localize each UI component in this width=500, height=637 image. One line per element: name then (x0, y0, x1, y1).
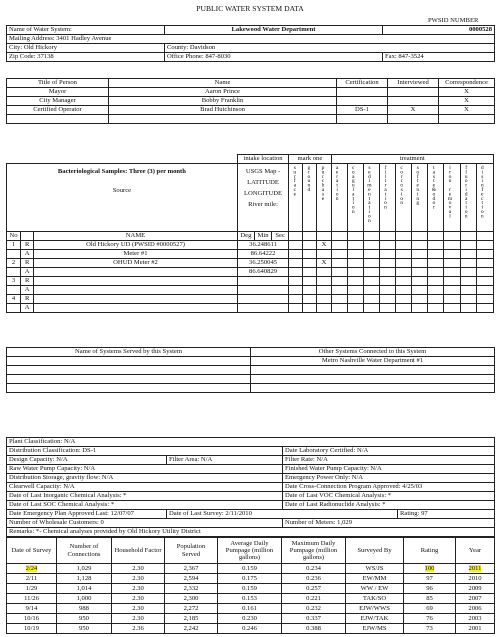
source-label: Source (112, 187, 132, 195)
contacts-header: Correspondence (439, 79, 495, 88)
plant-info-table (6, 437, 495, 537)
filter-rate: Filter Rate: N/A (283, 456, 495, 465)
systems-served-header: Name of Systems Served by this System (7, 348, 251, 357)
last-voc-analysis: Date of Last VOC Chemical Analysis: * (283, 492, 495, 501)
contact-row: Certified Operator Brad Hutchinson DS-1 X X (7, 106, 495, 115)
contacts-header: Interviewed (388, 79, 439, 88)
treat-col: iron removal (447, 165, 454, 218)
bacteriological-samples: Bacteriological Samples: Three (3) per month (57, 168, 186, 175)
usgs-map-label: USGS Map - (245, 168, 281, 175)
longitude-label: LONGITUDE (243, 189, 283, 197)
col-deg: Deg (237, 232, 254, 241)
rating: Rating: 97 (398, 510, 495, 519)
system-info-table (6, 25, 495, 62)
source-row: A (7, 286, 494, 295)
plant-classification: Plant Classification: N/A (7, 438, 495, 447)
contacts-header: Certification (337, 79, 388, 88)
contact-row (7, 115, 495, 124)
system-name-label: Name of Water System: (7, 26, 165, 35)
filter-area: Filter Area: N/A (167, 456, 283, 465)
contacts-header: Title of Person (7, 79, 109, 88)
treat-col: filtration (382, 165, 389, 210)
survey-row: 11/26 1,000 2.30 2,300 0.153 0.221 TAK/SO 85 2007 (7, 594, 495, 604)
design-capacity: Design Capacity: N/A (7, 456, 167, 465)
clearwell-capacity: Clearwell Capacity: N/A (7, 483, 283, 492)
distribution-classification: Distribution Classification: DS-1 (7, 447, 283, 456)
source-row: 4 R (7, 295, 494, 304)
survey-row: 9/14 988 2.30 2,272 0.161 0.232 EJW/WWS 69 2006 (7, 604, 495, 614)
last-soc-analysis: Date of Last SOC Chemical Analysis: * (7, 501, 283, 510)
col-min: Min (254, 232, 271, 241)
other-systems-header: Other Systems Connected to this System (251, 348, 495, 357)
contacts-header: Name (109, 79, 337, 88)
system-name-value: Lakewood Water Department (165, 26, 383, 35)
fax: Fax: 847-3524 (383, 53, 495, 62)
mark-one-header: mark one (289, 155, 331, 164)
sources-table (6, 154, 494, 313)
zip-code: Zip Code: 37138 (7, 53, 165, 62)
treatment-header: treatment (331, 155, 493, 164)
pwsid-value: 0000528 (383, 26, 495, 35)
finished-pump-capacity: Finished Water Pump Capacity: N/A (283, 465, 495, 474)
survey-row: 10/19 950 2.36 2,242 0.246 0.388 EJW/MS 73 2001 (7, 624, 495, 634)
emergency-plan-date: Date Emergency Plan Approved Last: 12/07/07 (7, 510, 167, 519)
col-sec: Sec (272, 232, 289, 241)
emergency-power: Emergency Power Only: N/A (283, 474, 495, 483)
raw-pump-capacity: Raw Water Pump Capacity: N/A (7, 465, 283, 474)
highlighted-rating: 100 (424, 564, 435, 572)
treat-col: disinfection (479, 165, 486, 218)
treat-col: corrosion (398, 165, 405, 205)
pwsid-label: PWSID NUMBER (428, 17, 479, 24)
contact-row: Mayor Aaron Prince X (7, 88, 495, 97)
survey-header: Date of Survey (7, 538, 57, 564)
other-system-value: Metro Nashville Water Department #1 (251, 357, 495, 366)
cross-connection-date: Date Cross-Connection Program Approved: 4/25/03 (283, 483, 495, 492)
source-row: 1 R Old Hickory UD (PWSID #0000527) 36.248611 X (7, 241, 494, 250)
source-row: 3 R (7, 277, 494, 286)
survey-history-table (6, 537, 495, 634)
treat-col: taste&odor (430, 165, 437, 210)
survey-row: 10/16 950 2.30 2,185 0.230 0.337 EJW/TAK 76 2003 (7, 614, 495, 624)
mark-col-surface: surface (291, 165, 298, 196)
source-row: A Meter #1 86.64222 (7, 250, 494, 259)
survey-header: Maximum Daily Pumpage (million gallons) (282, 538, 346, 564)
source-row: 2 R OHUD Meter #2 36.250045 X (7, 259, 494, 268)
survey-row: 1/29 1,014 2.30 2,332 0.159 0.257 WW / EW 96 2009 (7, 584, 495, 594)
survey-header: Rating (404, 538, 456, 564)
office-phone: Office Phone: 847-8030 (165, 53, 383, 62)
survey-row: 2/11 1,128 2.30 2,594 0.175 0.236 EW/MM 97 2010 (7, 574, 495, 584)
treat-col: coagulation (350, 165, 357, 214)
survey-row: 2/24 1,029 2.30 2,367 0.159 0.234 WS/JS 100 2011 (7, 564, 495, 574)
city: City: Old Hickory (7, 44, 165, 53)
mark-col-purchase: purchase (320, 165, 327, 201)
survey-header: Household Factor (112, 538, 165, 564)
treat-col: softening (414, 165, 421, 205)
systems-served-table (6, 347, 495, 393)
wholesale-customers: Number of Wholesale Customers: 0 (7, 519, 283, 528)
county: County: Davidson (165, 44, 495, 53)
mark-col-ground: ground (305, 165, 312, 192)
remarks: Remarks: *- Chemical analyses provided by Old Hickory Utility District (7, 528, 495, 537)
survey-header: Surveyed By (346, 538, 404, 564)
survey-header: Number of Connections (57, 538, 112, 564)
mailing-address: Mailing Address: 3401 Hadley Avenue (7, 35, 495, 44)
survey-header: Average Daily Pumpage (million gallons) (218, 538, 282, 564)
latitude-label: LATITUDE (247, 178, 279, 186)
source-row: A (7, 304, 494, 313)
number-of-meters: Number of Meters: 1,029 (283, 519, 495, 528)
river-mile-label: River mile: (248, 200, 278, 208)
treat-col: fluoridation (463, 165, 470, 218)
source-row: A 86.640829 (7, 268, 494, 277)
highlighted-date: 2/24 (25, 564, 38, 572)
date-lab-certified: Date Laboratory Certified: N/A (283, 447, 495, 456)
contacts-table (6, 78, 495, 124)
survey-header: Year (456, 538, 495, 564)
survey-header: Population Served (165, 538, 218, 564)
col-no: No (7, 232, 21, 241)
last-survey-date: Date of Last Survey: 2/11/2010 (167, 510, 398, 519)
page-title: PUBLIC WATER SYSTEM DATA (196, 4, 304, 13)
last-radionuclide-analysis: Date of Last Radionuclide Analysis: * (283, 501, 495, 510)
distribution-storage: Distribution Storage, gravity flow: N/A (7, 474, 283, 483)
contact-row: City Manager Bobby Franklin X (7, 97, 495, 106)
treat-col: aeration (334, 165, 341, 201)
last-inorganic-analysis: Date of Last Inorganic Chemical Analysis: * (7, 492, 283, 501)
highlighted-year: 2011 (468, 564, 482, 572)
col-name: NAME (34, 232, 238, 241)
intake-location-header: intake location (237, 155, 288, 164)
treat-col: sedimentation (366, 165, 373, 223)
